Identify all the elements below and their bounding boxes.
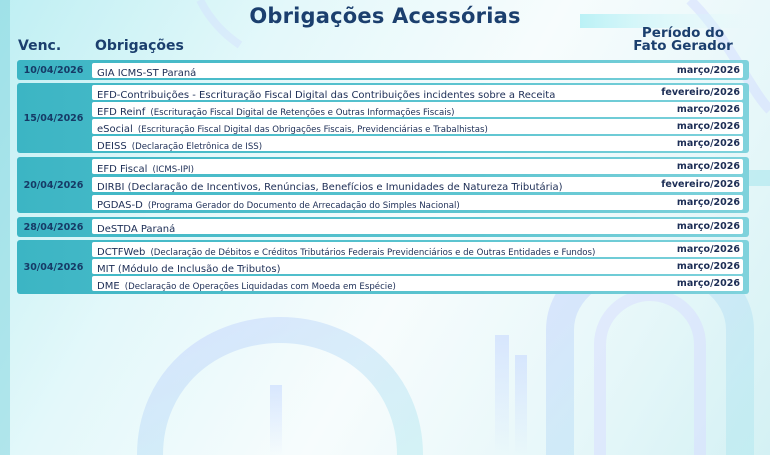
obligation-period: março/2026: [676, 161, 740, 172]
obligation-name: EFD Fiscal: [97, 164, 148, 175]
page-title: Obrigações Acessórias: [249, 4, 521, 28]
obligation-detail: (Escrituração Fiscal Digital de Retenções e Outras Informações Fiscais): [150, 108, 455, 118]
obligation-period: março/2026: [676, 65, 740, 76]
periodo-column-header: Período do Fato Gerador: [633, 25, 733, 54]
obligation-name: PGDAS-D: [97, 200, 143, 211]
obligation-detail: (ICMS-IPI): [152, 165, 194, 175]
obligation-row: [92, 219, 743, 234]
obligation-period: março/2026: [676, 138, 740, 149]
obligation-period: março/2026: [676, 121, 740, 132]
obligation-name: EFD Reinf: [97, 107, 146, 118]
obligation-detail: (Escrituração Fiscal Digital das Obrigações Fiscais, Previdenciárias e Trabalhistas): [137, 125, 488, 135]
obligation-period: março/2026: [676, 197, 740, 208]
obligation-row: [92, 85, 743, 100]
obligation-detail: (Programa Gerador do Documento de Arrecadação do Simples Nacional): [147, 201, 460, 211]
obligation-name: DeSTDA Paraná: [97, 224, 176, 235]
obligation-row: [92, 119, 743, 134]
obligation-name: DEISS: [97, 141, 127, 152]
obligation-row: [92, 102, 743, 117]
obligation-detail: (Declaração de Operações Liquidadas com Moeda em Espécie): [124, 282, 396, 292]
due-date: 20/04/2026: [23, 179, 84, 191]
due-group: [17, 157, 749, 213]
obligation-name: MIT (Módulo de Inclusão de Tributos): [97, 264, 281, 275]
obligation-name: DIRBI (Declaração de Incentivos, Renúncias, Benefícios e Imunidades de Natureza Tributária): [97, 182, 563, 193]
due-group: [17, 217, 749, 237]
obligation-period: março/2026: [676, 261, 740, 272]
obligation-row: [92, 242, 743, 257]
obligation-name: eSocial: [97, 124, 133, 135]
obligation-row: [92, 259, 743, 274]
obligation-row: [92, 195, 743, 210]
due-date: 10/04/2026: [23, 64, 84, 76]
obligation-row: [92, 276, 743, 291]
due-group: [17, 240, 749, 294]
obligation-period: fevereiro/2026: [661, 87, 740, 98]
due-date: 30/04/2026: [23, 261, 84, 273]
obrigacoes-column-header: Obrigações: [95, 38, 184, 54]
obligation-period: março/2026: [676, 104, 740, 115]
obligation-name: GIA ICMS-ST Paraná: [97, 68, 197, 79]
obligation-period: fevereiro/2026: [661, 179, 740, 190]
due-date: 28/04/2026: [23, 221, 84, 233]
venc-column-header: Venc.: [18, 38, 62, 54]
obligation-row: [92, 177, 743, 192]
obligation-row: [92, 159, 743, 174]
obligation-name: EFD-Contribuições - Escrituração Fiscal Digital das Contribuições incidentes sobre a Receita: [97, 90, 556, 101]
due-date: 15/04/2026: [23, 112, 84, 124]
obligation-detail: (Declaração de Débitos e Créditos Tributários Federais Previdenciários e de Outras Entidades e Fundos): [150, 248, 596, 258]
obligation-row: [92, 136, 743, 151]
obligation-name: DME: [97, 281, 120, 292]
obligation-period: março/2026: [676, 221, 740, 232]
obligation-row: [92, 63, 743, 78]
obligation-name: DCTFWeb: [97, 247, 146, 258]
obligation-period: março/2026: [676, 244, 740, 255]
due-group: [17, 83, 749, 153]
obligation-detail: (Declaração Eletrônica de ISS): [131, 142, 263, 152]
due-group: [17, 60, 749, 80]
obligation-period: março/2026: [676, 278, 740, 289]
